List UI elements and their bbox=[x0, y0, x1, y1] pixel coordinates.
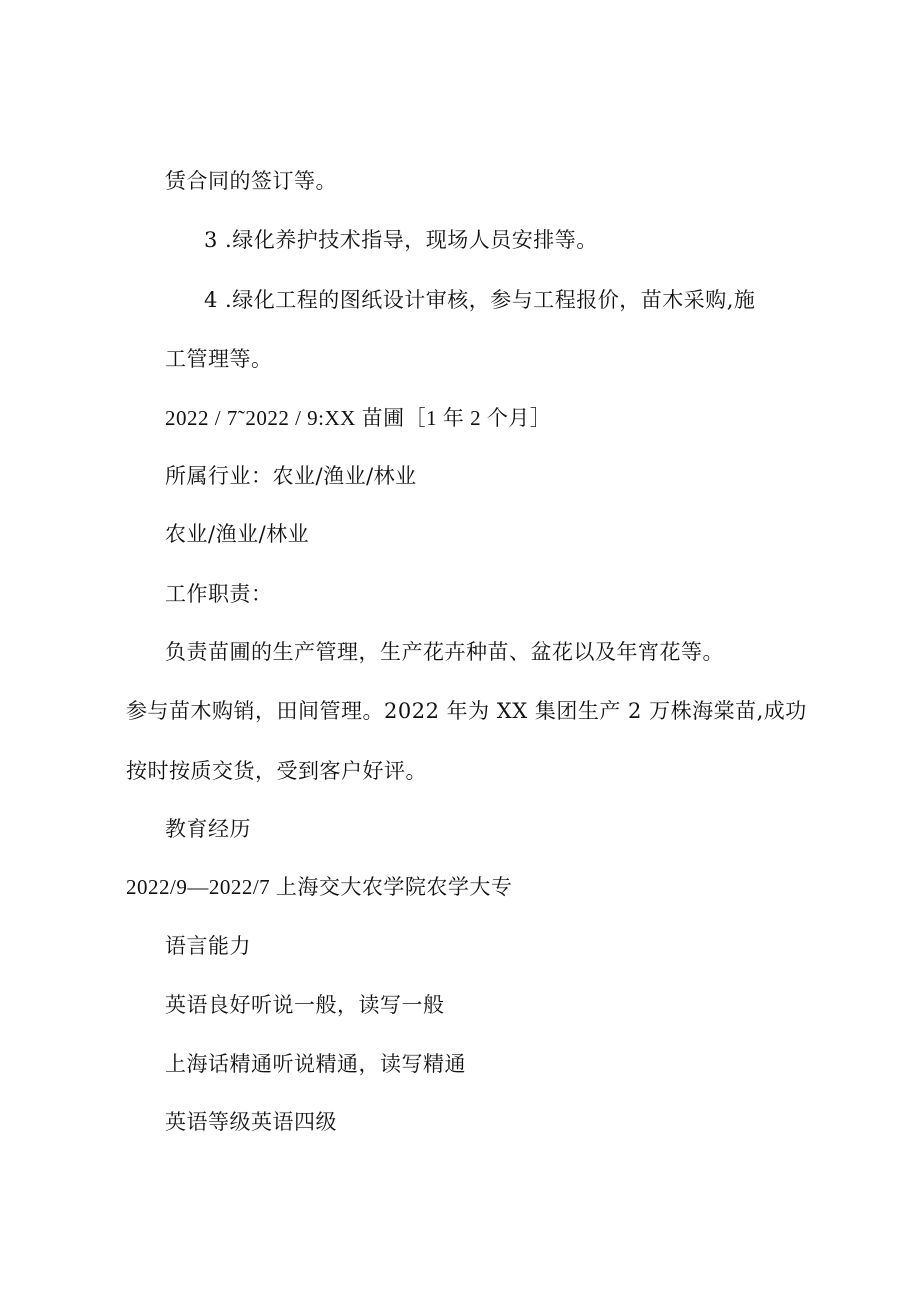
text-line-contract: 赁合同的签订等。 bbox=[165, 169, 337, 193]
text-line-duties-3: 按时按质交货，受到客户好评。 bbox=[126, 759, 427, 783]
text-line-language-heading: 语言能力 bbox=[165, 934, 251, 958]
text-line-item-4-cont: 工管理等。 bbox=[165, 347, 273, 371]
text-line-education-entry: 2022/9—2022/7 上海交大农学院农学大专 bbox=[126, 875, 513, 899]
text-line-shanghainese: 上海话精通听说精通，读写精通 bbox=[165, 1052, 466, 1076]
text-line-duties-heading: 工作职责： bbox=[165, 582, 273, 606]
text-line-industry-2: 农业/渔业/林业 bbox=[165, 522, 310, 546]
text-line-job-period: 2022 / 7˜2022 / 9:XX 苗圃［1 年 2 个月］ bbox=[165, 406, 552, 430]
text-line-item-4: 4 .绿化工程的图纸设计审核，参与工程报价，苗木采购,施 bbox=[204, 288, 756, 312]
text-line-duties-2: 参与苗木购销，田间管理。2022 年为 XX 集团生产 2 万株海棠苗,成功 bbox=[126, 699, 807, 723]
text-line-item-3: 3 .绿化养护技术指导，现场人员安排等。 bbox=[204, 228, 598, 252]
text-line-english: 英语良好听说一般，读写一般 bbox=[165, 993, 445, 1017]
text-line-english-level: 英语等级英语四级 bbox=[165, 1110, 337, 1134]
text-line-duties-1: 负责苗圃的生产管理，生产花卉种苗、盆花以及年宵花等。 bbox=[165, 640, 724, 664]
text-line-industry: 所属行业：农业/渔业/林业 bbox=[165, 464, 417, 488]
text-line-education-heading: 教育经历 bbox=[165, 817, 251, 841]
